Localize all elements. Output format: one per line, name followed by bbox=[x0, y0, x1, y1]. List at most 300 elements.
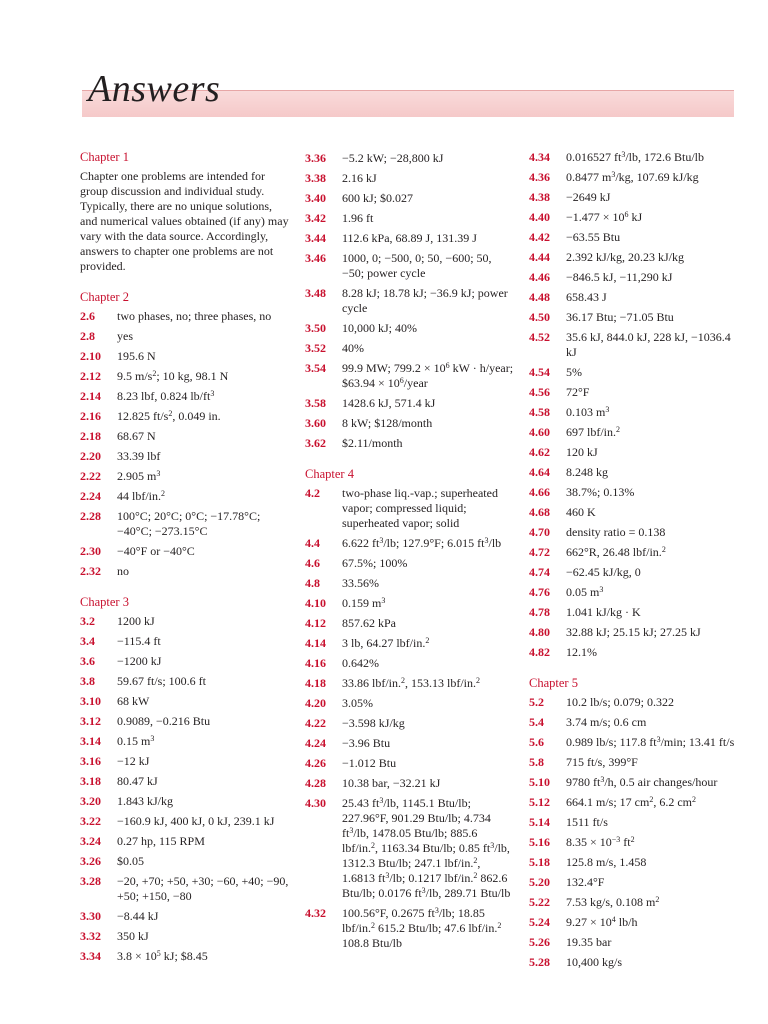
column-2 bbox=[305, 151, 515, 956]
answer-entry bbox=[529, 795, 744, 810]
answer-entry bbox=[529, 485, 744, 500]
problem-number: 4.30 bbox=[305, 796, 326, 810]
answer-text: −12 kJ bbox=[117, 754, 150, 768]
chapter-heading: Chapter 2 bbox=[80, 290, 129, 304]
problem-number: 4.62 bbox=[529, 445, 550, 459]
answer-text: −846.5 kJ, −11,290 kJ bbox=[566, 270, 673, 284]
answer-text: 5% bbox=[566, 365, 582, 379]
problem-number: 4.68 bbox=[529, 505, 550, 519]
answer-text: 120 kJ bbox=[566, 445, 598, 459]
answer-text: 460 K bbox=[566, 505, 596, 519]
answer-text: −3.96 Btu bbox=[342, 736, 391, 750]
answer-text: −115.4 ft bbox=[117, 634, 161, 648]
answer-entry bbox=[305, 796, 515, 901]
answer-text: 9.5 $m/s^2$; 10 kg, 98.1 N bbox=[117, 369, 229, 383]
answer-text: 68.67 N bbox=[117, 429, 156, 443]
answer-entry bbox=[80, 329, 290, 344]
answer-entry bbox=[305, 361, 515, 391]
answer-entry bbox=[80, 854, 290, 869]
answer-text: −40°F or −40°C bbox=[117, 544, 195, 558]
answer-text: 0.016527 $ft^3/lb$, 172.6 Btu/lb bbox=[566, 150, 705, 164]
answer-text: 1428.6 kJ, 571.4 kJ bbox=[342, 396, 436, 410]
answer-text: 10.2 lb/s; 0.079; 0.322 bbox=[566, 695, 675, 709]
answer-entry bbox=[529, 505, 744, 520]
answer-entry bbox=[529, 425, 744, 440]
answer-text: two-phase liq.-vap.; superheated vapor; compressed liquid; superheated vapor; solid bbox=[342, 486, 498, 530]
problem-number: 3.34 bbox=[80, 949, 101, 963]
problem-number: 2.30 bbox=[80, 544, 101, 558]
answer-text: 10,400 kg/s bbox=[566, 955, 623, 969]
answer-entry bbox=[529, 270, 744, 285]
answer-entry bbox=[305, 416, 515, 431]
answer-entry bbox=[529, 585, 744, 600]
answer-entry bbox=[80, 634, 290, 649]
problem-number: 3.22 bbox=[80, 814, 101, 828]
answer-entry bbox=[80, 909, 290, 924]
problem-number: 3.26 bbox=[80, 854, 101, 868]
answer-entry bbox=[80, 389, 290, 404]
answer-entry bbox=[529, 150, 744, 165]
answer-text: 0.642% bbox=[342, 656, 379, 670]
answer-text: 33.39 lbf bbox=[117, 449, 161, 463]
answer-text: 100.56°F, 0.2675 $ft^3/lb$; 18.85 lbf/in.$^2$ 615.2 Btu/lb; 47.6 lbf/in.$^2$ 108.8 Btu/lb bbox=[342, 906, 502, 950]
problem-number: 3.40 bbox=[305, 191, 326, 205]
answer-text: −160.9 kJ, 400 kJ, 0 kJ, 239.1 kJ bbox=[117, 814, 275, 828]
answer-text: 1200 kJ bbox=[117, 614, 155, 628]
answer-entry bbox=[529, 545, 744, 560]
answer-text: 2.905 $m^3$ bbox=[117, 469, 161, 483]
answer-entry bbox=[529, 775, 744, 790]
problem-number: 5.20 bbox=[529, 875, 550, 889]
problem-number: 4.26 bbox=[305, 756, 326, 770]
problem-number: 5.6 bbox=[529, 735, 544, 749]
answer-text: 8 kW; $128/month bbox=[342, 416, 433, 430]
answer-entry bbox=[305, 776, 515, 791]
answer-entry bbox=[80, 469, 290, 484]
answer-text: two phases, no; three phases, no bbox=[117, 309, 272, 323]
problem-number: 2.28 bbox=[80, 509, 101, 523]
answer-text: 0.05 $m^3$ bbox=[566, 585, 604, 599]
answer-entry bbox=[305, 576, 515, 591]
problem-number: 4.22 bbox=[305, 716, 326, 730]
answer-text: 25.43 $ft^3/lb$, 1145.1 Btu/lb; 227.96°F, 901.29 Btu/lb; 4.734 $ft^3/lb$, 1478.05 Btu/lb; 885.6 lbf/in.$^2$, 1163.34 Btu/lb; 0.85 $ft^3/lb$, 1312.3 Btu/lb; 247.1 lbf/in.$^2$, 1.6813 $ft^3/lb$; 0.1217 lbf/in.$^2$ 862.6 Btu/lb; 0.0176 $ft^3/lb$, 289.71 Btu/lb bbox=[342, 796, 511, 900]
problem-number: 3.20 bbox=[80, 794, 101, 808]
answer-entry bbox=[80, 794, 290, 809]
answer-entry bbox=[80, 449, 290, 464]
chapter-heading: Chapter 5 bbox=[529, 676, 578, 690]
answer-text: 1.843 kJ/kg bbox=[117, 794, 174, 808]
problem-number: 2.8 bbox=[80, 329, 95, 343]
chapter-heading: Chapter 4 bbox=[305, 467, 354, 481]
problem-number: 4.4 bbox=[305, 536, 320, 550]
problem-number: 2.20 bbox=[80, 449, 101, 463]
answer-text: $-1.477 \times 10^6$ kJ bbox=[566, 210, 643, 224]
problem-number: 3.6 bbox=[80, 654, 95, 668]
answer-entry bbox=[305, 191, 515, 206]
answer-entry bbox=[305, 906, 515, 951]
answer-text: 2.16 kJ bbox=[342, 171, 377, 185]
answer-entry bbox=[80, 929, 290, 944]
answer-text: 99.9 MW; $799.2 \times 10^6$ kW · h/year; $63.94 × $10^6$/year bbox=[342, 361, 514, 390]
problem-number: 3.2 bbox=[80, 614, 95, 628]
answer-text: −8.44 kJ bbox=[117, 909, 159, 923]
problem-number: 4.64 bbox=[529, 465, 550, 479]
answer-text: $3.8 \times 10^5$ kJ; $8.45 bbox=[117, 949, 208, 963]
problem-number: 5.14 bbox=[529, 815, 550, 829]
answer-entry bbox=[80, 309, 290, 324]
answer-entry bbox=[80, 774, 290, 789]
answer-text: −3.598 kJ/kg bbox=[342, 716, 405, 730]
problem-number: 2.16 bbox=[80, 409, 101, 423]
answer-entry bbox=[305, 321, 515, 336]
answer-entry bbox=[529, 855, 744, 870]
answer-text: 19.35 bar bbox=[566, 935, 612, 949]
answer-text: 33.56% bbox=[342, 576, 379, 590]
problem-number: 2.10 bbox=[80, 349, 101, 363]
answer-entry bbox=[80, 509, 290, 539]
answer-text: 697 lbf/in.$^2$ bbox=[566, 425, 620, 439]
answer-entry bbox=[305, 536, 515, 551]
answer-entry bbox=[529, 525, 744, 540]
answer-entry bbox=[80, 369, 290, 384]
problem-number: 4.20 bbox=[305, 696, 326, 710]
problem-number: 3.14 bbox=[80, 734, 101, 748]
answer-text: $9.27 \times 10^4$ lb/h bbox=[566, 915, 638, 929]
answer-text: −5.2 kW; −28,800 kJ bbox=[342, 151, 444, 165]
problem-number: 4.56 bbox=[529, 385, 550, 399]
answer-text: 112.6 kPa, 68.89 J, 131.39 J bbox=[342, 231, 477, 245]
problem-number: 5.10 bbox=[529, 775, 550, 789]
answer-entry bbox=[80, 489, 290, 504]
answer-entry bbox=[80, 409, 290, 424]
answer-text: 80.47 kJ bbox=[117, 774, 158, 788]
answer-text: 0.27 hp, 115 RPM bbox=[117, 834, 205, 848]
answer-text: 8.23 lbf, 0.824 $lb/ft^3$ bbox=[117, 389, 215, 403]
problem-number: 3.52 bbox=[305, 341, 326, 355]
answer-entry bbox=[80, 429, 290, 444]
answer-text: 350 kJ bbox=[117, 929, 149, 943]
column-3 bbox=[529, 150, 744, 975]
answer-text: no bbox=[117, 564, 129, 578]
answer-entry bbox=[305, 676, 515, 691]
problem-number: 4.70 bbox=[529, 525, 550, 539]
answer-text: 662°R, 26.48 lbf/in.$^2$ bbox=[566, 545, 666, 559]
answer-entry bbox=[305, 756, 515, 771]
problem-number: 4.16 bbox=[305, 656, 326, 670]
answer-text: yes bbox=[117, 329, 133, 343]
answer-text: 3.05% bbox=[342, 696, 373, 710]
problem-number: 5.16 bbox=[529, 835, 550, 849]
answer-text: 0.9089, −0.216 Btu bbox=[117, 714, 211, 728]
answer-text: 3.74 m/s; 0.6 cm bbox=[566, 715, 647, 729]
answer-entry bbox=[305, 616, 515, 631]
answer-text: 3 lb, 64.27 lbf/in.$^2$ bbox=[342, 636, 430, 650]
problem-number: 5.4 bbox=[529, 715, 544, 729]
problem-number: 3.54 bbox=[305, 361, 326, 375]
answer-entry bbox=[80, 734, 290, 749]
problem-number: 4.76 bbox=[529, 585, 550, 599]
problem-number: 4.28 bbox=[305, 776, 326, 790]
problem-number: 3.38 bbox=[305, 171, 326, 185]
answer-entry bbox=[529, 170, 744, 185]
problem-number: 4.24 bbox=[305, 736, 326, 750]
problem-number: 4.32 bbox=[305, 906, 326, 920]
column-1 bbox=[80, 150, 290, 969]
answer-text: 125.8 m/s, 1.458 bbox=[566, 855, 647, 869]
answer-entry bbox=[529, 645, 744, 660]
problem-number: 2.6 bbox=[80, 309, 95, 323]
problem-number: 4.46 bbox=[529, 270, 550, 284]
answer-text: 0.103 $m^3$ bbox=[566, 405, 610, 419]
answer-entry bbox=[80, 674, 290, 689]
answer-text: 36.17 Btu; −71.05 Btu bbox=[566, 310, 674, 324]
answer-entry bbox=[529, 190, 744, 205]
problem-number: 5.28 bbox=[529, 955, 550, 969]
problem-number: 2.14 bbox=[80, 389, 101, 403]
answer-text: −20, +70; +50, +30; −60, +40; −90, +50; +150, −80 bbox=[117, 874, 289, 903]
problem-number: 3.24 bbox=[80, 834, 101, 848]
answer-entry bbox=[529, 405, 744, 420]
answer-entry bbox=[80, 349, 290, 364]
chapter-heading: Chapter 3 bbox=[80, 595, 129, 609]
answer-text: $0.05 bbox=[117, 854, 144, 868]
answer-text: 1.96 ft bbox=[342, 211, 374, 225]
answer-text: 68 kW bbox=[117, 694, 150, 708]
problem-number: 3.42 bbox=[305, 211, 326, 225]
problem-number: 4.44 bbox=[529, 250, 550, 264]
answer-entry bbox=[305, 696, 515, 711]
answer-text: 715 ft/s, 399°F bbox=[566, 755, 638, 769]
answer-entry bbox=[529, 605, 744, 620]
problem-number: 5.8 bbox=[529, 755, 544, 769]
answer-entry bbox=[529, 755, 744, 770]
answer-entry bbox=[305, 211, 515, 226]
answer-entry bbox=[80, 874, 290, 904]
answer-text: 1511 ft/s bbox=[566, 815, 608, 829]
problem-number: 4.74 bbox=[529, 565, 550, 579]
answer-entry bbox=[80, 754, 290, 769]
problem-number: 3.60 bbox=[305, 416, 326, 430]
problem-number: 4.14 bbox=[305, 636, 326, 650]
answer-text: 2.392 kJ/kg, 20.23 kJ/kg bbox=[566, 250, 685, 264]
problem-number: 4.42 bbox=[529, 230, 550, 244]
answer-entry bbox=[529, 895, 744, 910]
problem-number: 4.34 bbox=[529, 150, 550, 164]
problem-number: 3.10 bbox=[80, 694, 101, 708]
answer-entry bbox=[529, 330, 744, 360]
answer-text: 8.248 kg bbox=[566, 465, 608, 479]
answer-text: 9780 $ft^3/h$, 0.5 air changes/hour bbox=[566, 775, 718, 789]
answer-entry bbox=[529, 915, 744, 930]
answer-entry bbox=[529, 935, 744, 950]
problem-number: 3.32 bbox=[80, 929, 101, 943]
answer-entry bbox=[529, 815, 744, 830]
answer-text: 12.825 $ft/s^2$, 0.049 in. bbox=[117, 409, 221, 423]
answer-text: density ratio = 0.138 bbox=[566, 525, 666, 539]
answer-entry bbox=[305, 486, 515, 531]
problem-number: 3.58 bbox=[305, 396, 326, 410]
answer-entry bbox=[305, 231, 515, 246]
answer-entry bbox=[305, 171, 515, 186]
answer-entry bbox=[80, 614, 290, 629]
answer-text: 6.622 $ft^3/lb$; 127.9°F; 6.015 $ft^3/lb$ bbox=[342, 536, 502, 550]
answer-text: 40% bbox=[342, 341, 364, 355]
answer-entry bbox=[529, 875, 744, 890]
answer-entry bbox=[80, 544, 290, 559]
answer-entry bbox=[529, 955, 744, 970]
problem-number: 4.12 bbox=[305, 616, 326, 630]
problem-number: 4.52 bbox=[529, 330, 550, 344]
problem-number: 4.2 bbox=[305, 486, 320, 500]
answer-text: −1.012 Btu bbox=[342, 756, 397, 770]
answer-entry bbox=[529, 735, 744, 750]
problem-number: 4.80 bbox=[529, 625, 550, 639]
answer-entry bbox=[305, 341, 515, 356]
problem-number: 5.2 bbox=[529, 695, 544, 709]
answer-entry bbox=[529, 250, 744, 265]
problem-number: 3.44 bbox=[305, 231, 326, 245]
problem-number: 4.78 bbox=[529, 605, 550, 619]
problem-number: 4.50 bbox=[529, 310, 550, 324]
problem-number: 4.40 bbox=[529, 210, 550, 224]
answer-entry bbox=[529, 385, 744, 400]
problem-number: 3.30 bbox=[80, 909, 101, 923]
answer-entry bbox=[305, 596, 515, 611]
answer-text: 1000, 0; −500, 0; 50, −600; 50, −50; power cycle bbox=[342, 251, 492, 280]
problem-number: 5.22 bbox=[529, 895, 550, 909]
answer-entry bbox=[80, 834, 290, 849]
answer-text: 664.1 m/s; 17 $cm^2$, 6.2 $cm^2$ bbox=[566, 795, 697, 809]
answer-entry bbox=[529, 290, 744, 305]
answer-entry bbox=[305, 286, 515, 316]
problem-number: 4.8 bbox=[305, 576, 320, 590]
answer-entry bbox=[305, 556, 515, 571]
answer-entry bbox=[529, 625, 744, 640]
answer-text: −62.45 kJ/kg, 0 bbox=[566, 565, 641, 579]
answer-entry bbox=[305, 716, 515, 731]
problem-number: 2.22 bbox=[80, 469, 101, 483]
answer-text: 10,000 kJ; 40% bbox=[342, 321, 417, 335]
answer-entry bbox=[529, 210, 744, 225]
answer-entry bbox=[529, 565, 744, 580]
answer-entry bbox=[305, 396, 515, 411]
answer-text: −1200 kJ bbox=[117, 654, 162, 668]
answer-text: 0.15 $m^3$ bbox=[117, 734, 155, 748]
problem-number: 4.54 bbox=[529, 365, 550, 379]
answer-entry bbox=[529, 695, 744, 710]
answer-entry bbox=[529, 365, 744, 380]
answer-entry bbox=[80, 654, 290, 669]
problem-number: 2.12 bbox=[80, 369, 101, 383]
problem-number: 3.12 bbox=[80, 714, 101, 728]
answer-text: 67.5%; 100% bbox=[342, 556, 408, 570]
answer-text: 658.43 J bbox=[566, 290, 607, 304]
problem-number: 4.18 bbox=[305, 676, 326, 690]
answer-text: 10.38 bar, −32.21 kJ bbox=[342, 776, 441, 790]
problem-number: 2.18 bbox=[80, 429, 101, 443]
answer-entry bbox=[80, 564, 290, 579]
answer-entry bbox=[529, 310, 744, 325]
answer-text: 7.53 kg/s, 0.108 $m^2$ bbox=[566, 895, 660, 909]
problem-number: 4.48 bbox=[529, 290, 550, 304]
problem-number: 4.36 bbox=[529, 170, 550, 184]
chapter-heading: Chapter 1 bbox=[80, 150, 129, 164]
answer-text: $2.11/month bbox=[342, 436, 403, 450]
problem-number: 3.16 bbox=[80, 754, 101, 768]
answer-entry bbox=[305, 151, 515, 166]
problem-number: 4.38 bbox=[529, 190, 550, 204]
answer-text: 100°C; 20°C; 0°C; −17.78°C; −40°C; −273.15°C bbox=[117, 509, 261, 538]
problem-number: 3.46 bbox=[305, 251, 326, 265]
chapter-note: Chapter one problems are intended for group discussion and individual study. Typically, there are no unique solutions, and numerical values obtained (if any) may vary with the data source. Accordingly, answers to chapter one problems are not provided. bbox=[80, 169, 289, 273]
problem-number: 4.10 bbox=[305, 596, 326, 610]
answer-text: 1.041 kJ/kg · K bbox=[566, 605, 641, 619]
problem-number: 5.12 bbox=[529, 795, 550, 809]
answer-entry bbox=[80, 694, 290, 709]
answer-text: 38.7%; 0.13% bbox=[566, 485, 635, 499]
answer-entry bbox=[305, 251, 515, 281]
answer-text: −2649 kJ bbox=[566, 190, 611, 204]
answer-text: 0.989 lb/s; 117.8 $ft^3/\min$; 13.41 ft/s bbox=[566, 735, 735, 749]
answer-text: 0.159 $m^3$ bbox=[342, 596, 386, 610]
problem-number: 3.50 bbox=[305, 321, 326, 335]
problem-number: 4.6 bbox=[305, 556, 320, 570]
answer-text: $8.35 \times 10^{-3}$ $ft^2$ bbox=[566, 835, 635, 849]
answer-entry bbox=[529, 715, 744, 730]
answer-text: −63.55 Btu bbox=[566, 230, 621, 244]
problem-number: 2.24 bbox=[80, 489, 101, 503]
answer-text: 35.6 kJ, 844.0 kJ, 228 kJ, −1036.4 kJ bbox=[566, 330, 731, 359]
problem-number: 3.18 bbox=[80, 774, 101, 788]
answer-entry bbox=[305, 736, 515, 751]
answer-entry bbox=[305, 636, 515, 651]
problem-number: 4.58 bbox=[529, 405, 550, 419]
answer-entry bbox=[80, 949, 290, 964]
problem-number: 3.28 bbox=[80, 874, 101, 888]
problem-number: 5.18 bbox=[529, 855, 550, 869]
answer-entry bbox=[529, 835, 744, 850]
answer-entry bbox=[305, 656, 515, 671]
problem-number: 5.26 bbox=[529, 935, 550, 949]
page-title: Answers bbox=[88, 68, 221, 110]
problem-number: 3.48 bbox=[305, 286, 326, 300]
answer-entry bbox=[529, 465, 744, 480]
problem-number: 3.8 bbox=[80, 674, 95, 688]
answer-text: 33.86 lbf/in.$^2$, 153.13 lbf/in.$^2$ bbox=[342, 676, 480, 690]
answer-entry bbox=[80, 714, 290, 729]
answer-text: 0.8477 $m^3/kg$, 107.69 kJ/kg bbox=[566, 170, 699, 184]
problem-number: 4.82 bbox=[529, 645, 550, 659]
answer-text: 32.88 kJ; 25.15 kJ; 27.25 kJ bbox=[566, 625, 701, 639]
answer-text: 44 lbf/in.$^2$ bbox=[117, 489, 165, 503]
answer-text: 72°F bbox=[566, 385, 590, 399]
problem-number: 2.32 bbox=[80, 564, 101, 578]
answer-entry bbox=[80, 814, 290, 829]
problem-number: 4.60 bbox=[529, 425, 550, 439]
problem-number: 4.66 bbox=[529, 485, 550, 499]
problem-number: 5.24 bbox=[529, 915, 550, 929]
answer-text: 59.67 ft/s; 100.6 ft bbox=[117, 674, 206, 688]
answer-text: 600 kJ; $0.027 bbox=[342, 191, 414, 205]
problem-number: 4.72 bbox=[529, 545, 550, 559]
answer-text: 8.28 kJ; 18.78 kJ; −36.9 kJ; power cycle bbox=[342, 286, 508, 315]
answer-text: 195.6 N bbox=[117, 349, 156, 363]
problem-number: 3.62 bbox=[305, 436, 326, 450]
answer-entry bbox=[529, 445, 744, 460]
problem-number: 3.36 bbox=[305, 151, 326, 165]
answer-text: 857.62 kPa bbox=[342, 616, 396, 630]
problem-number: 3.4 bbox=[80, 634, 95, 648]
